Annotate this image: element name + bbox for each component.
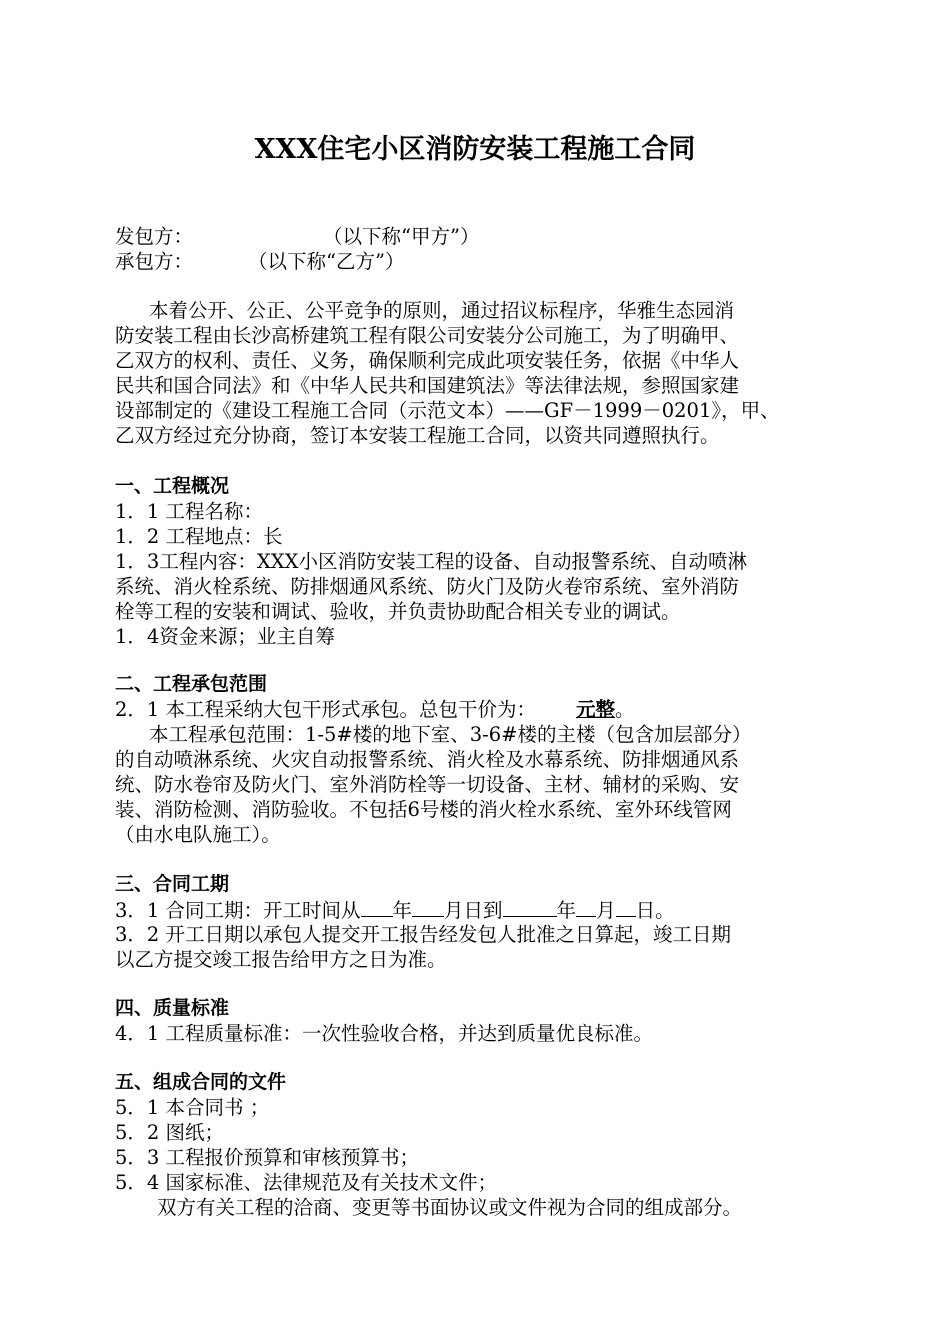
intro-paragraph — [115, 298, 845, 448]
section-5-item: 5．4 国家标准、法律规范及有关技术文件； — [115, 1171, 498, 1194]
scope-line: 的自动喷淋系统、火灾自动报警系统、消火栓及水幕系统、防排烟通风系 — [115, 748, 740, 771]
section-3-item-2: 以乙方提交竣工报告给甲方之日为准。 — [115, 948, 447, 971]
scope-line: 本工程承包范围：1-5#楼的地下室、3-6#楼的主楼（包含加层部分） — [149, 723, 752, 746]
section-2-heading: 二、工程承包范围 — [115, 673, 268, 695]
scope-line: 装、消防检测、消防验收。不包括6号楼的消火栓水系统、室外环线管网 — [115, 798, 732, 821]
section-5 — [115, 1070, 845, 1220]
start-year-blank[interactable] — [361, 897, 393, 917]
end-day-blank[interactable] — [616, 897, 636, 917]
intro-line: 乙双方的权利、责任、义务，确保顺利完成此项安装任务，依据《中华人 — [115, 349, 740, 372]
price-suffix: 。 — [615, 698, 635, 721]
section-1-item: 1．3工程内容：XXX小区消防安装工程的设备、自动报警系统、自动喷淋 — [115, 550, 747, 573]
section-2 — [115, 672, 845, 847]
section-5-heading: 五、组成合同的文件 — [115, 1071, 287, 1093]
end-month-blank[interactable] — [576, 897, 596, 917]
section-1-item: 1．1 工程名称： — [115, 500, 264, 523]
section-4-item: 4．1 工程质量标准：一次性验收合格，并达到质量优良标准。 — [115, 1022, 654, 1045]
section-4-heading: 四、质量标准 — [115, 997, 230, 1019]
section-1-heading: 一、工程概况 — [115, 475, 230, 497]
intro-line: 本着公开、公正、公平竞争的原则，通过招议标程序，华雅生态园消 — [149, 299, 735, 322]
intro-line: 设部制定的《建设工程施工合同（示范文本）——GF－1999－0201》，甲、 — [115, 399, 780, 422]
duration-text: 3．1 合同工期：开工时间从 — [115, 899, 361, 922]
employer-line — [115, 224, 845, 249]
contractor-note: （以下称“乙方”） — [248, 250, 405, 273]
month-label: 月 — [596, 899, 616, 922]
intro-line: 防安装工程由长沙高桥建筑工程有限公司安装分公司施工，为了明确甲、 — [115, 324, 740, 347]
employer-label: 发包方： — [115, 225, 194, 248]
section-1 — [115, 474, 845, 649]
contractor-label: 承包方： — [115, 250, 194, 273]
section-3-item-2: 3．2 开工日期以承包人提交开工报告经发包人批准之日算起，竣工日期 — [115, 923, 732, 946]
day-label: 日。 — [635, 899, 675, 922]
section-1-item: 栓等工程的安装和调试、验收，并负责协助配合相关专业的调试。 — [115, 600, 681, 623]
contract-title: XXX住宅小区消防安装工程施工合同 — [254, 134, 696, 165]
section-1-item: 1．2 工程地点：长 — [115, 525, 283, 548]
section-1-item: 系统、消火栓系统、防排烟通风系统、防火门及防火卷帘系统、室外消防 — [115, 575, 740, 598]
section-5-note: 双方有关工程的洽商、变更等书面协议或文件视为合同的组成部分。 — [157, 1196, 743, 1219]
scope-line: 统、防水卷帘及防火门、室外消防栓等一切设备、主材、辅材的采购、安 — [115, 773, 740, 796]
section-3 — [115, 872, 845, 972]
section-4 — [115, 996, 845, 1046]
price-prefix: 2．1 本工程采纳大包干形式承包。总包干价为： — [115, 698, 537, 721]
section-5-item: 5．2 图纸； — [115, 1121, 225, 1144]
month-day-to-label: 月日到 — [444, 899, 503, 922]
end-year-blank[interactable] — [503, 897, 557, 917]
intro-line: 乙双方经过充分协商，签订本安装工程施工合同，以资共同遵照执行。 — [115, 424, 720, 447]
section-1-item: 1．4资金来源；业主自筹 — [115, 625, 335, 648]
price-amount: 元整 — [576, 698, 616, 721]
intro-line: 民共和国合同法》和《中华人民共和国建筑法》等法律法规，参照国家建 — [115, 374, 740, 397]
section-5-item: 5．1 本合同书 ； — [115, 1096, 270, 1119]
section-5-item: 5．3 工程报价预算和审核预算书； — [115, 1146, 420, 1169]
start-month-blank[interactable] — [412, 897, 444, 917]
section-2-item-1 — [115, 697, 845, 722]
contractor-line — [115, 249, 845, 274]
year-label: 年 — [556, 899, 577, 922]
section-3-heading: 三、合同工期 — [115, 873, 230, 895]
section-3-item-1 — [115, 897, 845, 922]
year-label: 年 — [392, 899, 413, 922]
parties-block — [115, 224, 845, 274]
employer-note: （以下称“甲方”） — [323, 225, 480, 248]
scope-line: （由水电队施工）。 — [115, 823, 281, 846]
